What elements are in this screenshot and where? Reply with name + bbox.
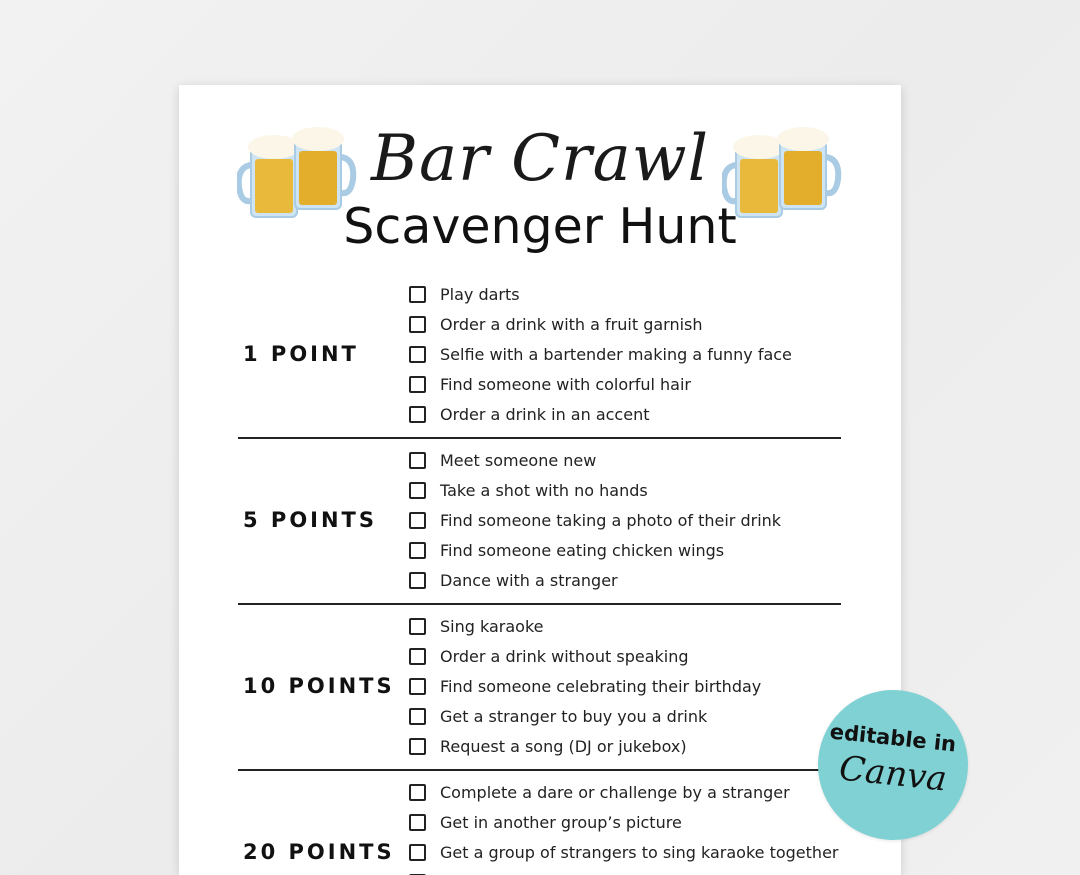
item-text: Selfie with a bartender making a funny face: [440, 344, 792, 364]
list-item: [409, 837, 889, 867]
item-text: Order a drink in an accent: [440, 404, 650, 424]
checkbox[interactable]: [409, 708, 426, 725]
item-text: Meet someone new: [440, 450, 597, 470]
list-item: [409, 399, 889, 429]
checkbox[interactable]: [409, 452, 426, 469]
checkbox[interactable]: [409, 814, 426, 831]
list-item: [409, 279, 889, 309]
item-text: Get in another group’s picture: [440, 812, 682, 832]
title-script: Bar Crawl: [370, 122, 710, 196]
item-text: Order a drink with a fruit garnish: [440, 314, 703, 334]
item-text: Sing karaoke: [440, 616, 544, 636]
item-text: Dance with a stranger: [440, 570, 618, 590]
badge-brand: Canva: [837, 748, 949, 800]
item-text: Complete a dare or challenge by a stranger: [440, 782, 790, 802]
list-item: [409, 641, 889, 671]
list-item: [409, 475, 889, 505]
item-text: Find someone taking a photo of their drink: [440, 510, 782, 530]
list-item: [409, 867, 889, 875]
section-label: 10 POINTS: [243, 674, 395, 698]
item-list: [409, 777, 889, 875]
checkbox[interactable]: [409, 572, 426, 589]
list-item: [409, 611, 889, 641]
section-label: 1 POINT: [243, 342, 359, 366]
section-divider: [238, 769, 841, 771]
item-text: Order a drink without speaking: [440, 646, 689, 666]
checkbox[interactable]: [409, 738, 426, 755]
checkbox[interactable]: [409, 376, 426, 393]
badge-text: editable in: [828, 719, 958, 757]
item-text: Find someone eating chicken wings: [440, 540, 725, 560]
checkbox[interactable]: [409, 316, 426, 333]
section-label: 20 POINTS: [243, 840, 395, 864]
checkbox[interactable]: [409, 482, 426, 499]
item-text: Request a song (DJ or jukebox): [440, 736, 687, 756]
checkbox[interactable]: [409, 648, 426, 665]
item-text: Play darts: [440, 284, 520, 304]
checkbox[interactable]: [409, 346, 426, 363]
list-item: [409, 445, 889, 475]
section-divider: [238, 437, 841, 439]
title-main: Scavenger Hunt: [343, 198, 737, 255]
checkbox[interactable]: [409, 542, 426, 559]
item-text: Find someone with colorful hair: [440, 374, 691, 394]
item-text: Get a group of strangers to sing karaoke together: [440, 842, 839, 862]
list-item: [409, 565, 889, 595]
checkbox[interactable]: [409, 286, 426, 303]
section-divider: [238, 603, 841, 605]
section-label: 5 POINTS: [243, 508, 378, 532]
checkbox[interactable]: [409, 512, 426, 529]
item-list: [409, 279, 889, 429]
list-item: [409, 535, 889, 565]
list-item: [409, 505, 889, 535]
list-item: [409, 369, 889, 399]
item-text: Take a shot with no hands: [440, 480, 648, 500]
list-item: [409, 807, 889, 837]
printable-sheet: [179, 85, 901, 875]
checkbox[interactable]: [409, 844, 426, 861]
item-text: Find someone celebrating their birthday: [440, 676, 762, 696]
list-item: [409, 701, 889, 731]
checkbox[interactable]: [409, 678, 426, 695]
checkbox[interactable]: [409, 784, 426, 801]
list-item: [409, 339, 889, 369]
list-item: [409, 309, 889, 339]
checkbox[interactable]: [409, 618, 426, 635]
item-text: Get a stranger to buy you a drink: [440, 706, 708, 726]
list-item: [409, 671, 889, 701]
editable-in-canva-badge: [818, 690, 968, 840]
checkbox[interactable]: [409, 406, 426, 423]
item-list: [409, 445, 889, 595]
